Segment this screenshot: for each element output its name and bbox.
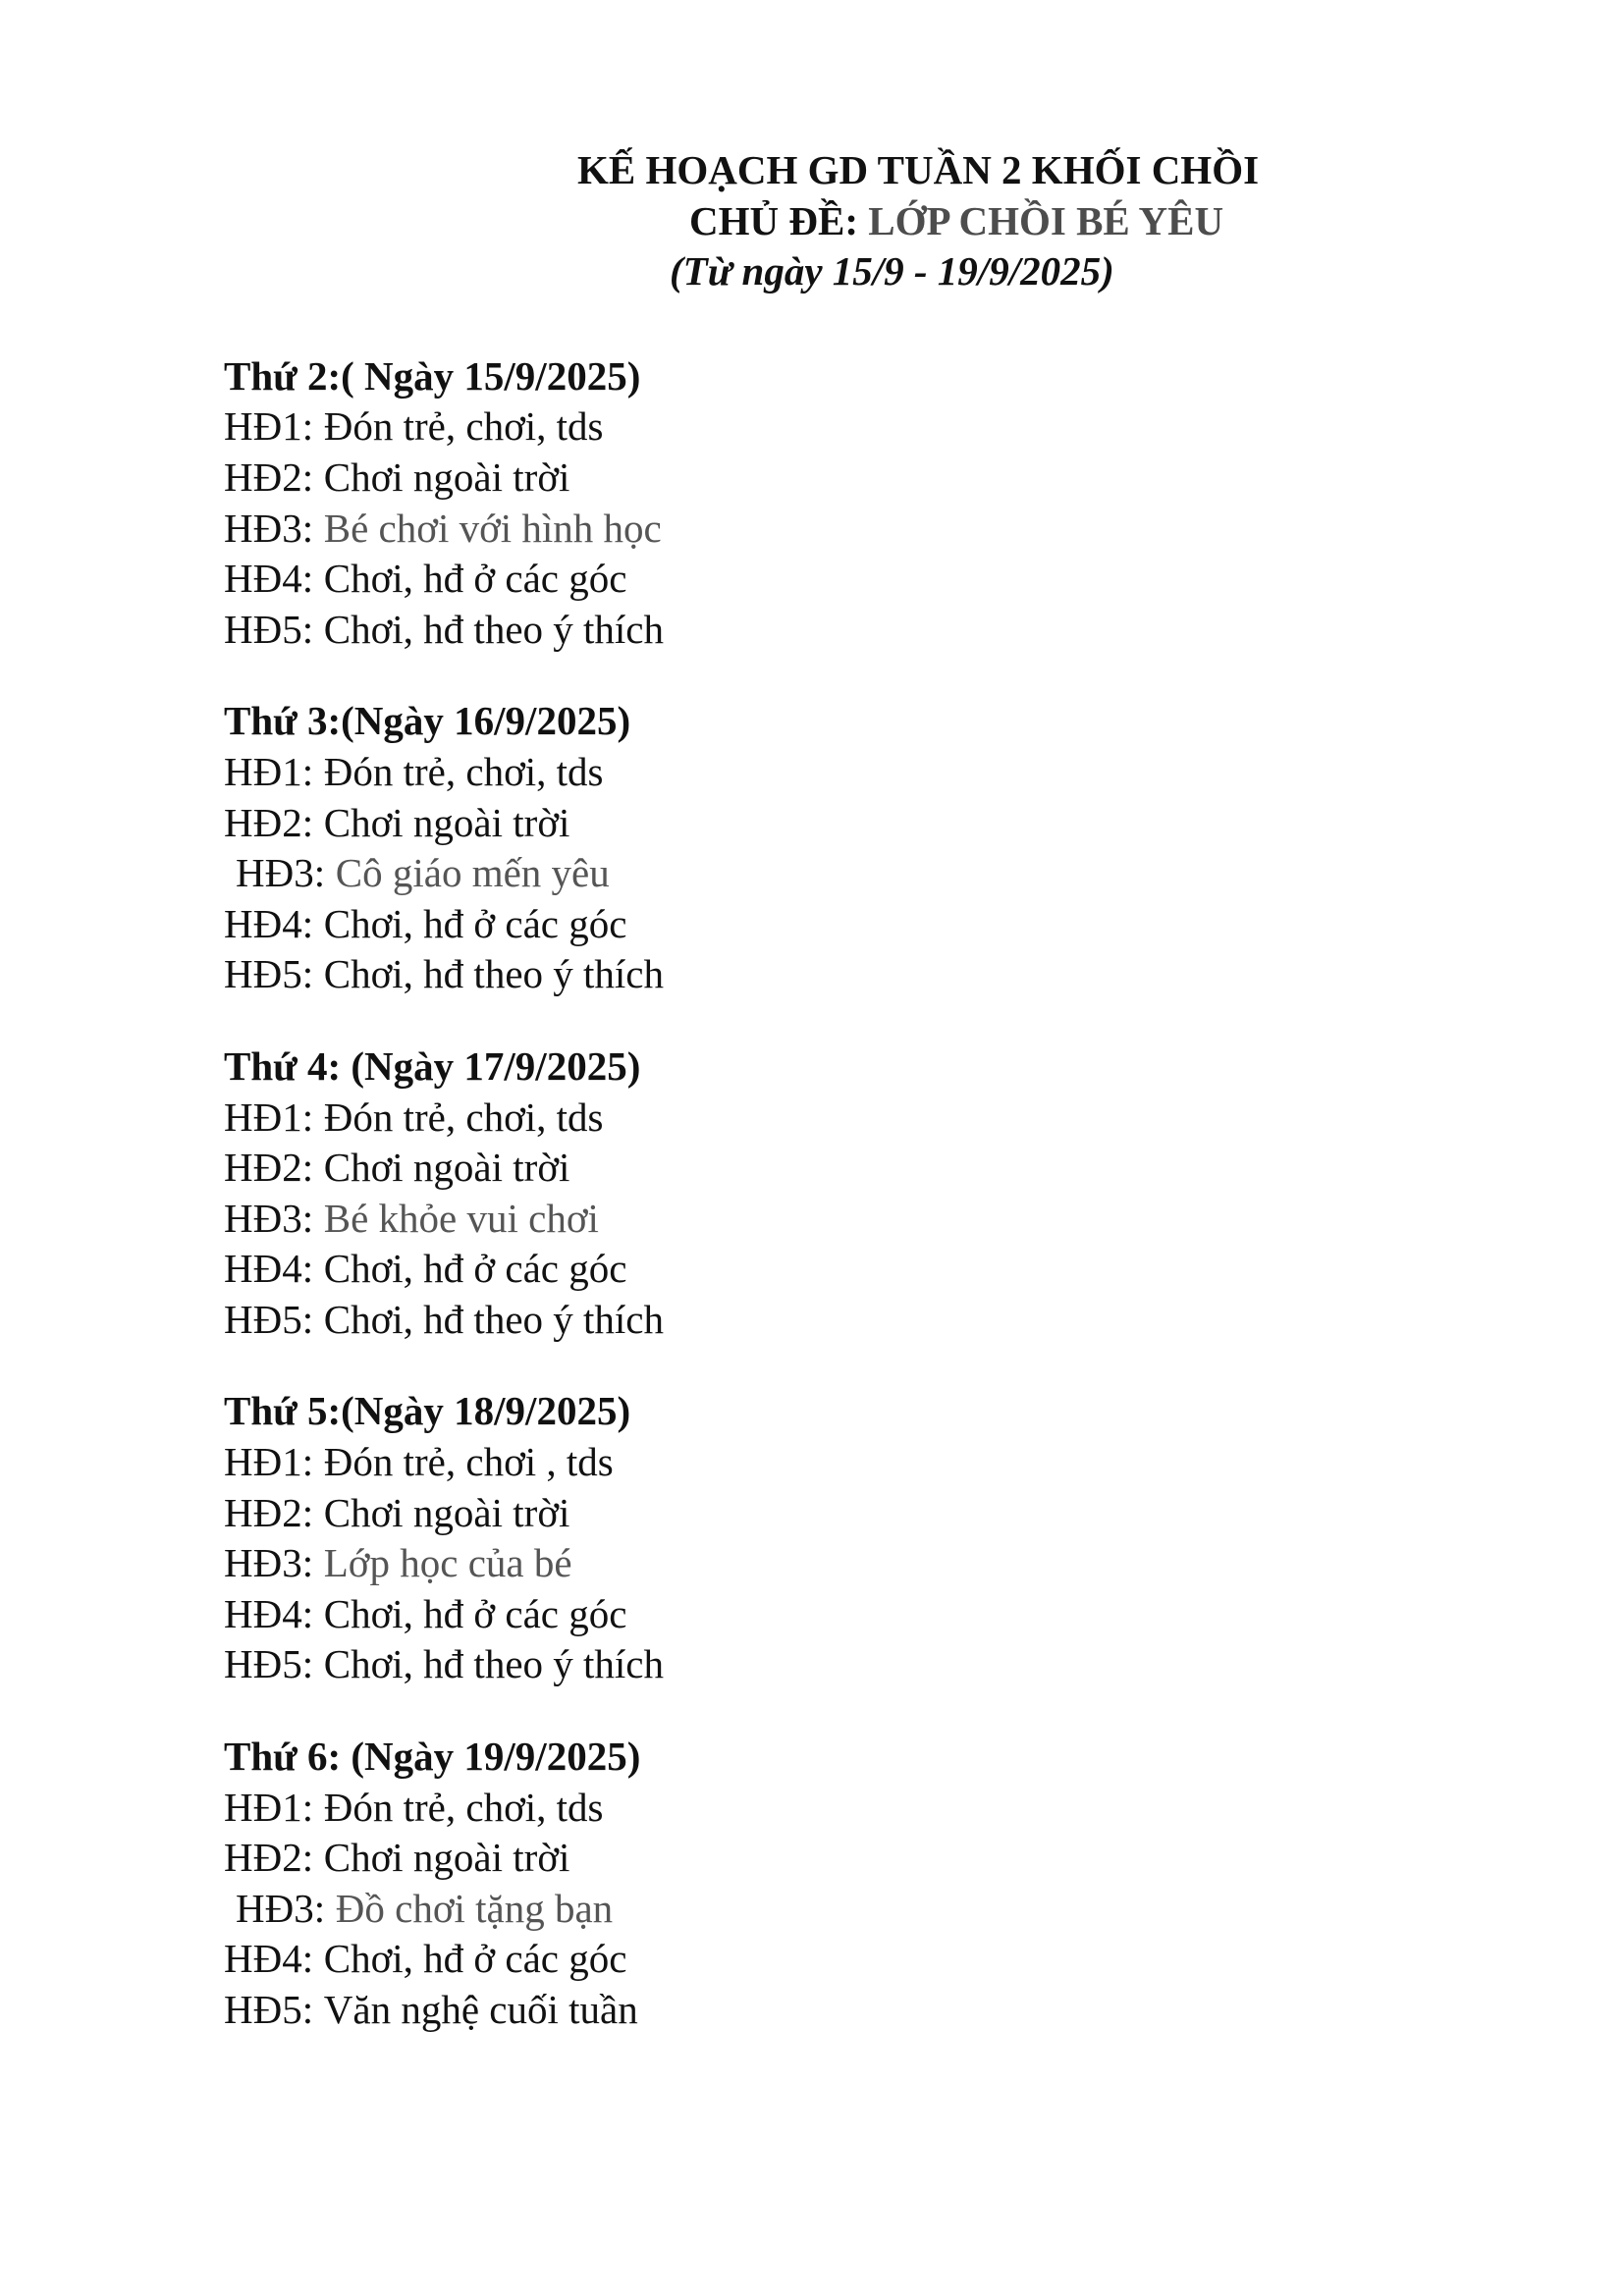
- activity-label: HĐ5:: [224, 1296, 314, 1342]
- activity-label: HĐ3:: [236, 1885, 326, 1931]
- date-range: (Từ ngày 15/9 - 19/9/2025): [670, 248, 1114, 294]
- activity-label: HĐ5:: [224, 1641, 314, 1687]
- activity-text: Bé chơi với hình học: [323, 505, 662, 551]
- activity-label: HĐ3:: [224, 1540, 314, 1586]
- activity-label: HĐ4:: [224, 1246, 314, 1292]
- activity-line-lesson: [224, 504, 1624, 555]
- activity-label: HĐ5:: [224, 951, 314, 997]
- activity-line-lesson: [224, 848, 1624, 899]
- plan-content: [224, 351, 1624, 2036]
- subtitle-theme: LỚP CHỒI BÉ YÊU: [868, 197, 1224, 243]
- activity-line: [224, 554, 1624, 605]
- activity-label: HĐ3:: [224, 505, 314, 551]
- activity-text: Cô giáo mến yêu: [335, 850, 610, 896]
- activity-label: HĐ1:: [224, 403, 314, 450]
- activity-label: HĐ2:: [224, 1835, 314, 1881]
- day-heading: Thứ 2:( Ngày 15/9/2025): [224, 352, 641, 399]
- subtitle-label: CHỦ ĐỀ:: [689, 197, 869, 243]
- activity-text: Chơi, hđ ở các góc: [323, 1246, 627, 1292]
- day-heading: Thứ 6: (Ngày 19/9/2025): [224, 1734, 641, 1780]
- activity-label: HĐ1:: [224, 748, 314, 794]
- activity-line: [224, 1639, 1624, 1690]
- activity-text: Chơi ngoài trời: [323, 799, 570, 845]
- activity-line-lesson: [224, 1884, 1624, 1935]
- day-heading: Thứ 3:(Ngày 16/9/2025): [224, 698, 631, 744]
- activity-text: Đón trẻ, chơi, tds: [323, 1094, 604, 1140]
- activity-text: Đón trẻ, chơi , tds: [323, 1439, 614, 1485]
- activity-label: HĐ2:: [224, 799, 314, 845]
- activity-label: HĐ4:: [224, 1936, 314, 1982]
- day-section-thu3: [224, 696, 1624, 1000]
- activity-line: [224, 453, 1624, 504]
- activity-line: [224, 899, 1624, 950]
- activity-text: Chơi, hđ ở các góc: [323, 1936, 627, 1982]
- activity-text: Chơi, hđ ở các góc: [323, 1590, 627, 1636]
- activity-text: Chơi, hđ ở các góc: [323, 556, 627, 602]
- activity-line: [224, 1589, 1624, 1640]
- activity-line: [224, 1833, 1624, 1884]
- activity-text: Chơi, hđ theo ý thích: [323, 1296, 665, 1342]
- document-subtitle: [689, 196, 1624, 247]
- activity-line: [224, 1934, 1624, 1985]
- activity-label: HĐ1:: [224, 1439, 314, 1485]
- activity-text: Chơi, hđ theo ý thích: [323, 1641, 665, 1687]
- activity-line: [224, 1783, 1624, 1834]
- activity-text: Chơi, hđ ở các góc: [323, 900, 627, 946]
- activity-label: HĐ1:: [224, 1784, 314, 1830]
- activity-line: [224, 1437, 1624, 1488]
- activity-text: Chơi ngoài trời: [323, 1835, 570, 1881]
- activity-label: HĐ2:: [224, 1489, 314, 1535]
- activity-label: HĐ1:: [224, 1094, 314, 1140]
- day-section-thu2: [224, 351, 1624, 656]
- document-title: KẾ HOẠCH GD TUẦN 2 KHỐI CHỒI: [577, 147, 1260, 192]
- activity-line: [224, 401, 1624, 453]
- day-heading: Thứ 5:(Ngày 18/9/2025): [224, 1388, 631, 1434]
- activity-text: Chơi, hđ theo ý thích: [323, 951, 665, 997]
- activity-line: [224, 605, 1624, 656]
- activity-label: HĐ3:: [236, 850, 326, 896]
- activity-line: [224, 1488, 1624, 1539]
- activity-label: HĐ5:: [224, 606, 314, 652]
- activity-label: HĐ3:: [224, 1195, 314, 1241]
- activity-text: Chơi ngoài trời: [323, 1489, 570, 1535]
- activity-line-lesson: [224, 1194, 1624, 1245]
- activity-line-lesson: [224, 1538, 1624, 1589]
- day-heading: Thứ 4: (Ngày 17/9/2025): [224, 1042, 641, 1089]
- title-block: [0, 0, 1624, 297]
- activity-text: Đồ chơi tặng bạn: [335, 1885, 614, 1931]
- activity-text: Lớp học của bé: [323, 1540, 572, 1586]
- activity-label: HĐ4:: [224, 900, 314, 946]
- activity-line: [224, 798, 1624, 849]
- activity-text: Đón trẻ, chơi, tds: [323, 748, 604, 794]
- day-section-thu5: [224, 1386, 1624, 1690]
- activity-label: HĐ4:: [224, 556, 314, 602]
- activity-line: [224, 949, 1624, 1000]
- activity-text: Chơi ngoài trời: [323, 1145, 570, 1191]
- activity-text: Chơi, hđ theo ý thích: [323, 606, 665, 652]
- activity-text: Văn nghệ cuối tuần: [323, 1987, 638, 2032]
- activity-label: HĐ5:: [224, 1987, 314, 2032]
- activity-text: Chơi ngoài trời: [323, 454, 570, 500]
- activity-line: [224, 1244, 1624, 1295]
- activity-line: [224, 747, 1624, 798]
- activity-line: [224, 1093, 1624, 1144]
- activity-label: HĐ2:: [224, 1145, 314, 1191]
- day-section-thu6: [224, 1732, 1624, 2036]
- activity-text: Bé khỏe vui chơi: [323, 1195, 599, 1241]
- day-section-thu4: [224, 1041, 1624, 1346]
- activity-label: HĐ2:: [224, 454, 314, 500]
- activity-text: Đón trẻ, chơi, tds: [323, 1784, 604, 1830]
- activity-line: [224, 1295, 1624, 1346]
- activity-line: [224, 1985, 1624, 2036]
- activity-text: Đón trẻ, chơi, tds: [323, 403, 604, 450]
- activity-label: HĐ4:: [224, 1590, 314, 1636]
- activity-line: [224, 1143, 1624, 1194]
